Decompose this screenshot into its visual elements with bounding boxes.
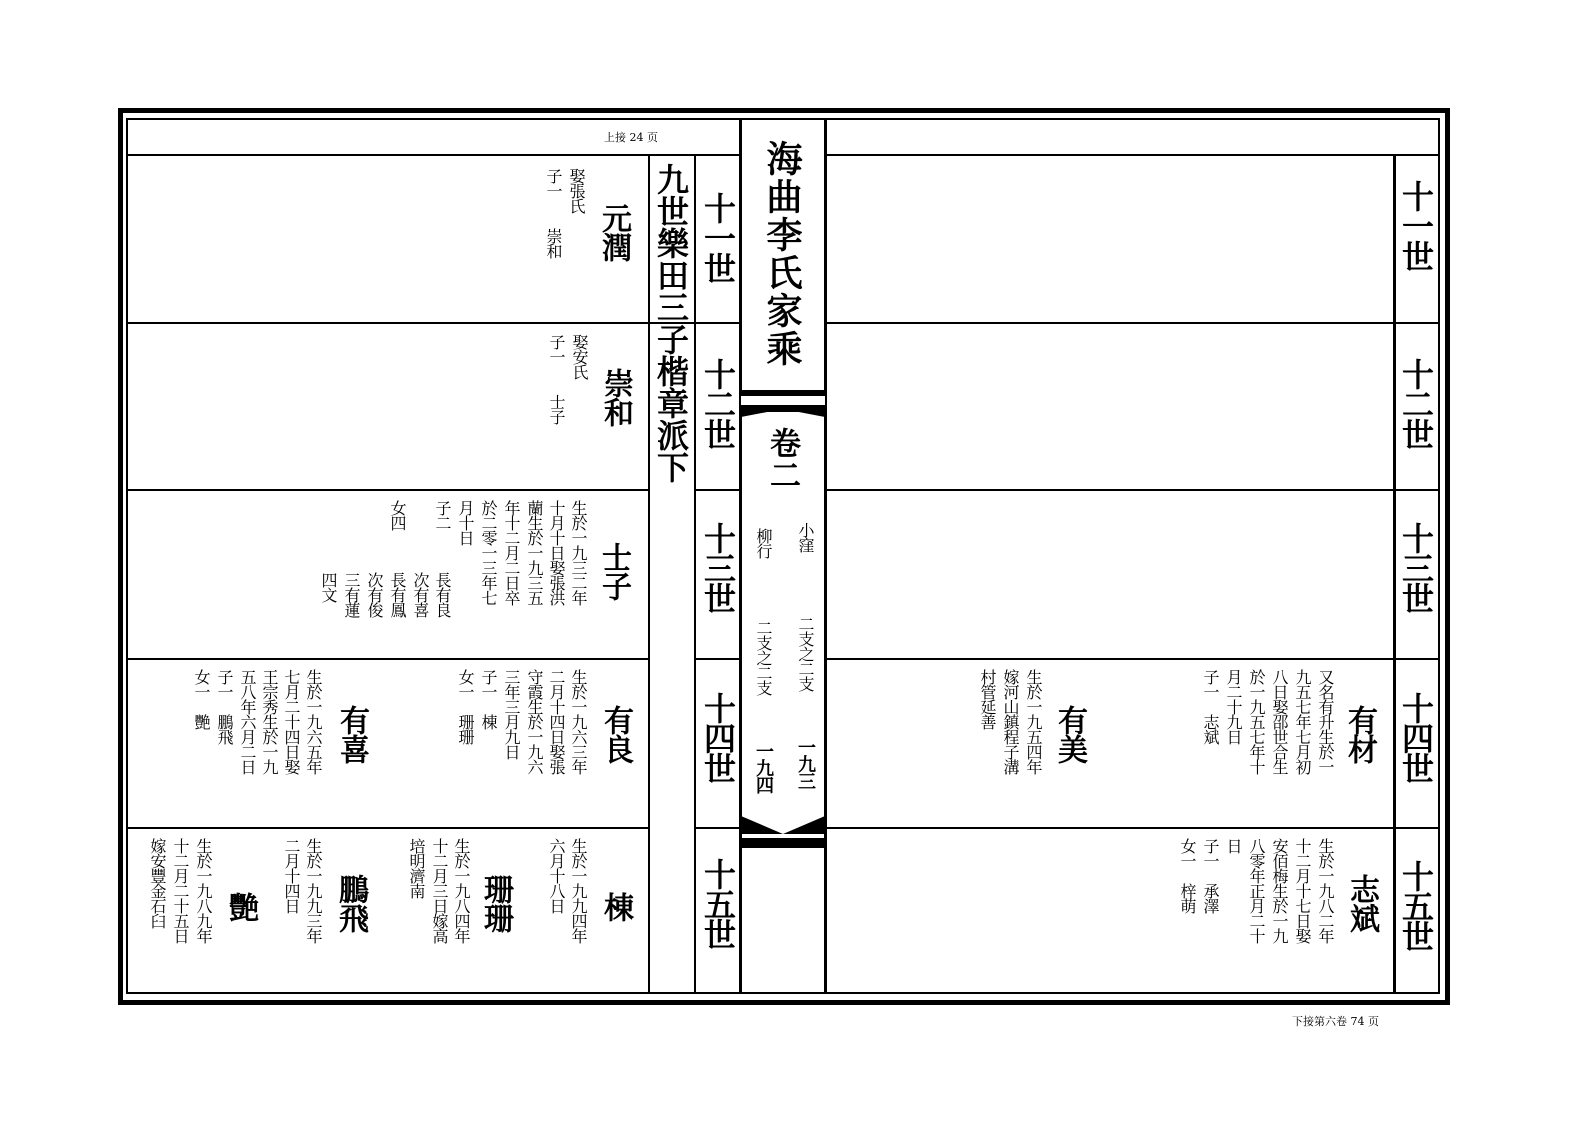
person-detail: 嫁河山鎮程子溝	[1001, 669, 1020, 774]
generation-12-right: 十二世	[1397, 358, 1435, 448]
person-detail: 子一 承澤	[1201, 838, 1220, 913]
generation-11: 十一世	[699, 192, 737, 282]
person-detail: 女一 艷	[192, 669, 211, 729]
person-detail: 安佰梅生於一九	[1270, 838, 1289, 943]
person-name: 棟	[598, 892, 633, 921]
person-detail: 年十二月二日卒	[502, 500, 521, 605]
rule	[824, 118, 827, 994]
person-detail: 十二月三日嫁高	[430, 838, 449, 943]
person-detail: 二月十四日娶張	[547, 669, 566, 774]
person-detail: 生於一九八二年	[1316, 838, 1335, 943]
person-detail: 娶張氏	[567, 168, 586, 213]
rule	[126, 322, 694, 324]
rule	[696, 658, 740, 660]
generation-14: 十四世	[699, 692, 737, 782]
rule	[826, 827, 1440, 829]
volume-label: 卷二	[764, 427, 800, 491]
person-detail: 三年三月九日	[502, 669, 521, 759]
person-detail: 生於一九八九年	[194, 838, 213, 943]
person-name: 有良	[598, 705, 633, 763]
person-detail: 守霞生於一九六	[525, 669, 544, 774]
person-detail: 十月十日娶張洪	[547, 500, 566, 605]
rule	[126, 489, 648, 491]
person-name: 有美	[1052, 705, 1087, 763]
continued-from-note: 上接 24 页	[604, 131, 658, 144]
person-detail: 子一 鵬飛	[215, 669, 234, 744]
person-detail: 生於一九六三年	[569, 669, 588, 774]
rule	[694, 154, 696, 994]
person-detail: 生於一九六五年	[304, 669, 323, 774]
rule	[1394, 154, 1396, 994]
generation-15-right: 十五世	[1397, 860, 1435, 950]
person-detail: 蘭生於一九三五	[525, 500, 544, 605]
person-detail: 王宗秀生於一九	[260, 669, 279, 774]
branch-village-1: 小窪	[796, 522, 815, 552]
rule	[696, 322, 740, 324]
rule	[826, 489, 1440, 491]
person-detail: 生於一九九四年	[569, 838, 588, 943]
person-detail: 日	[1224, 838, 1243, 853]
continued-to-note: 下接第六卷 74 页	[1292, 1015, 1379, 1028]
person-detail: 生於一九九三年	[304, 838, 323, 943]
person-name: 有材	[1342, 705, 1377, 763]
generation-15: 十五世	[699, 858, 737, 948]
person-detail: 月二十九日	[1224, 669, 1243, 744]
person-detail: 六月十八日	[547, 838, 566, 913]
person-name: 珊珊	[478, 874, 513, 932]
rule	[648, 154, 650, 994]
person-detail: 十二月二十五日	[171, 838, 190, 943]
branch-village-2: 柳行	[754, 528, 773, 558]
rule	[126, 827, 648, 829]
person-detail: 村管延善	[978, 669, 997, 729]
generation-13-right: 十三世	[1397, 522, 1435, 612]
rule	[826, 322, 1440, 324]
person-detail: 娶安氏	[570, 334, 589, 379]
person-name: 志斌	[1344, 874, 1379, 932]
person-name: 有喜	[334, 705, 369, 763]
son-entry: 長有良	[433, 572, 452, 617]
person-detail: 二月十四日	[282, 838, 301, 913]
rule	[739, 118, 742, 994]
person-detail: 八日娶邵世合生	[1270, 669, 1289, 774]
book-title: 海曲李氏家乘	[761, 140, 803, 368]
person-name: 艷	[223, 892, 258, 921]
person-detail: 九五七年七月初	[1293, 669, 1312, 774]
person-detail: 子二	[433, 500, 452, 530]
rule	[696, 827, 740, 829]
son-entry: 次有俊	[365, 572, 384, 617]
person-detail: 生於一九三二年	[569, 500, 588, 605]
person-name: 元潤	[596, 203, 631, 261]
person-detail: 培明濟南	[407, 838, 426, 898]
person-detail: 於一九五七年十	[1247, 669, 1266, 774]
person-detail: 子一 崇和	[544, 168, 563, 258]
person-detail: 子一 棟	[479, 669, 498, 729]
rule	[696, 489, 740, 491]
son-entry: 三有蓮	[342, 572, 361, 617]
rule	[826, 658, 1440, 660]
generation-13: 十三世	[699, 522, 737, 612]
spine-fishtail-bottom	[741, 808, 825, 848]
person-detail: 月十日	[456, 500, 475, 545]
person-detail: 於二零一三年七	[479, 500, 498, 605]
rule	[126, 658, 648, 660]
person-detail: 又名有升生於一	[1316, 669, 1335, 774]
rule	[826, 154, 1440, 156]
generation-11-right: 十一世	[1397, 180, 1435, 270]
person-name: 崇和	[598, 368, 633, 426]
person-detail: 生於一九八四年	[452, 838, 471, 943]
person-detail: 女四	[388, 500, 407, 530]
person-detail: 十二月十七日娶	[1293, 838, 1312, 943]
person-detail: 女一 梓萌	[1178, 838, 1197, 913]
branch-lineage-1: 二支之二支	[796, 616, 815, 691]
person-name: 鵬飛	[333, 874, 368, 932]
branch-page-1: 一九三	[795, 738, 816, 789]
person-detail: 嫁安豐金石臼	[148, 838, 167, 928]
branch-page-2: 一九四	[753, 742, 774, 793]
son-entry: 長有鳳	[388, 572, 407, 617]
spine-fishtail-top-bar	[741, 405, 825, 417]
person-name: 士子	[596, 542, 631, 600]
son-entry: 次有喜	[411, 572, 430, 617]
person-detail: 女一 珊珊	[456, 669, 475, 744]
person-detail: 子一 志斌	[1201, 669, 1220, 744]
person-detail: 八零年正月二十	[1247, 838, 1266, 943]
generation-12: 十二世	[699, 358, 737, 448]
branch-title: 九世樂田三子楷章派下	[652, 163, 690, 483]
person-detail: 七月二十四日娶	[282, 669, 301, 774]
person-detail: 五八年六月二日	[238, 669, 257, 774]
generation-14-right: 十四世	[1397, 692, 1435, 782]
son-entry: 四文	[319, 572, 338, 602]
person-detail: 生於一九五四年	[1024, 669, 1043, 774]
person-detail: 子一 士子	[547, 334, 566, 424]
branch-lineage-2: 二支之二支	[754, 620, 773, 695]
